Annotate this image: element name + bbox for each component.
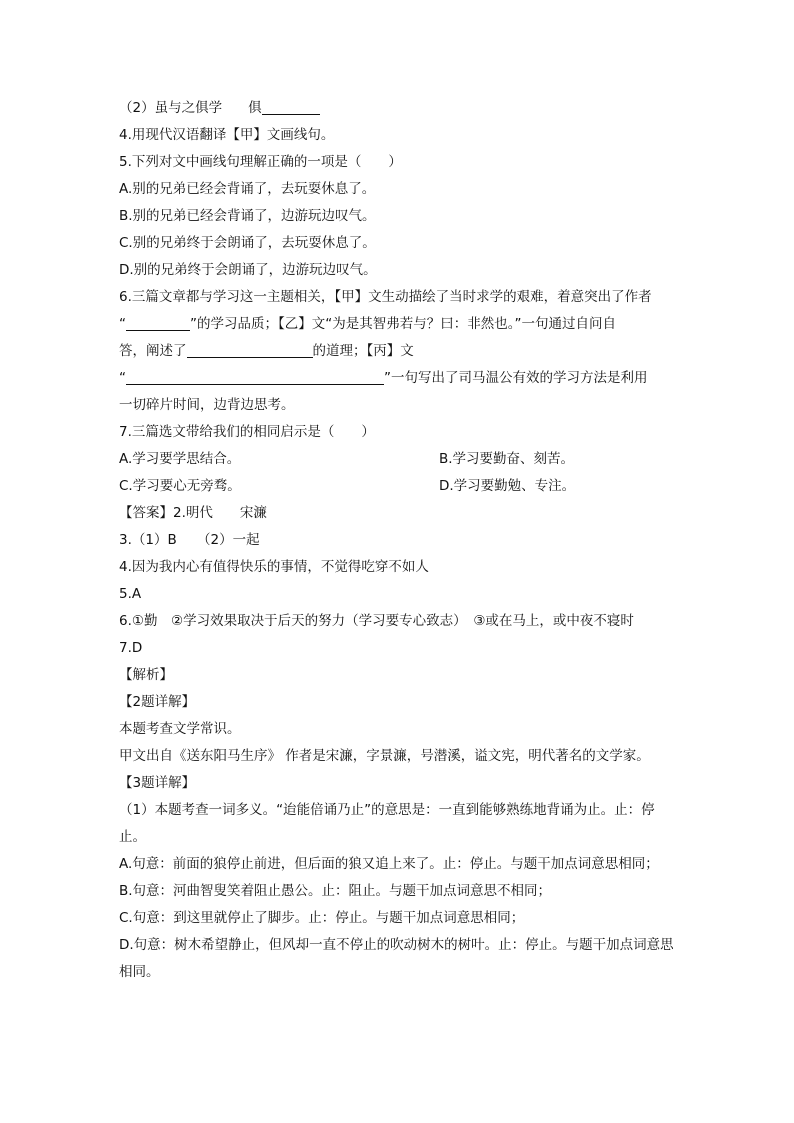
answer-blank — [262, 98, 320, 115]
question-7-option-c: C.学习要心无旁骛。 — [119, 478, 241, 494]
question-6-line-3: 答，阐述了 的道理；【丙】文 — [119, 343, 414, 359]
answer-line: 4.因为我内心有值得快乐的事情，不觉得吃穿不如人 — [119, 559, 429, 575]
question-7-option-d: D.学习要勤勉、专注。 — [439, 478, 576, 494]
analysis-paragraph: 甲文出自《送东阳马生序》 作者是宋濂，字景濂，号潜溪，谥文宪，明代著名的文学家。 — [119, 748, 650, 764]
analysis-paragraph: C.句意：到这里就停止了脚步。止：停止。与题干加点词意思相同； — [119, 910, 525, 926]
question-6-line-2: “ ”的学习品质；【乙】文“为是其智弗若与？曰：非然也。”一句通过自问自 — [119, 316, 616, 332]
question-6-line-1: 6.三篇文章都与学习这一主题相关，【甲】文生动描绘了当时求学的艰难，着意突出了作者 — [119, 289, 652, 305]
question-6-line-5: 一切碎片时间，边背边思考。 — [119, 397, 295, 413]
analysis-q2-heading: 【2题详解】 — [119, 694, 196, 710]
question-5-stem: 5.下列对文中画线句理解正确的一项是（ ） — [119, 154, 402, 170]
question-7-option-b: B.学习要勤奋、刻苦。 — [439, 451, 575, 467]
question-7-stem: 7.三篇选文带给我们的相同启示是（ ） — [119, 424, 375, 440]
analysis-paragraph: （1）本题考查一词多义。“迨能倍诵乃止”的意思是：一直到能够熟练地背诵为止。止：停止。 — [119, 802, 655, 845]
answer-blank — [187, 341, 313, 358]
analysis-paragraph: D.句意：树木希望静止，但风却一直不停止的吹动树木的树叶。止：停止。与题干加点词意思相同。 — [119, 937, 674, 980]
answer-blank — [126, 314, 190, 331]
question-5-option-a: A.别的兄弟已经会背诵了，去玩耍休息了。 — [119, 181, 376, 197]
question-5-option-c: C.别的兄弟终于会朗诵了，去玩耍休息了。 — [119, 235, 376, 251]
answer-line: 【答案】2.明代 宋濂 — [119, 505, 267, 521]
answer-line: 6.①勤 ②学习效果取决于后天的努力（学习要专心致志） ③或在马上，或中夜不寝时 — [119, 613, 634, 629]
analysis-paragraph: B.句意：河曲智叟笑着阻止愚公。止：阻止。与题干加点词意思不相同； — [119, 883, 552, 899]
analysis-q3-heading: 【3题详解】 — [119, 775, 196, 791]
question-7-options-row-2 — [119, 473, 679, 500]
analysis-paragraph: A.句意：前面的狼停止前进，但后面的狼又追上来了。止：停止。与题干加点词意思相同； — [119, 856, 659, 872]
question-6-line-4: “ ”一句写出了司马温公有效的学习方法是利用 — [119, 370, 648, 386]
answer-line: 5.A — [119, 586, 142, 602]
question-7-option-a: A.学习要学思结合。 — [119, 451, 241, 467]
document-content — [119, 95, 679, 986]
answer-line: 3.（1）B （2）一起 — [119, 532, 260, 548]
question-3-2: （2）虽与之俱学 俱 — [119, 95, 679, 122]
question-5-option-b: B.别的兄弟已经会背诵了，边游玩边叹气。 — [119, 208, 376, 224]
answer-blank — [126, 368, 384, 385]
answer-line: 7.D — [119, 640, 143, 656]
question-4: 4.用现代汉语翻译【甲】文画线句。 — [119, 127, 335, 143]
question-5-option-d: D.别的兄弟终于会朗诵了，边游玩边叹气。 — [119, 262, 377, 278]
analysis-paragraph: 本题考查文学常识。 — [119, 721, 241, 737]
question-7-options-row-1 — [119, 446, 679, 473]
analysis-heading: 【解析】 — [119, 667, 173, 683]
